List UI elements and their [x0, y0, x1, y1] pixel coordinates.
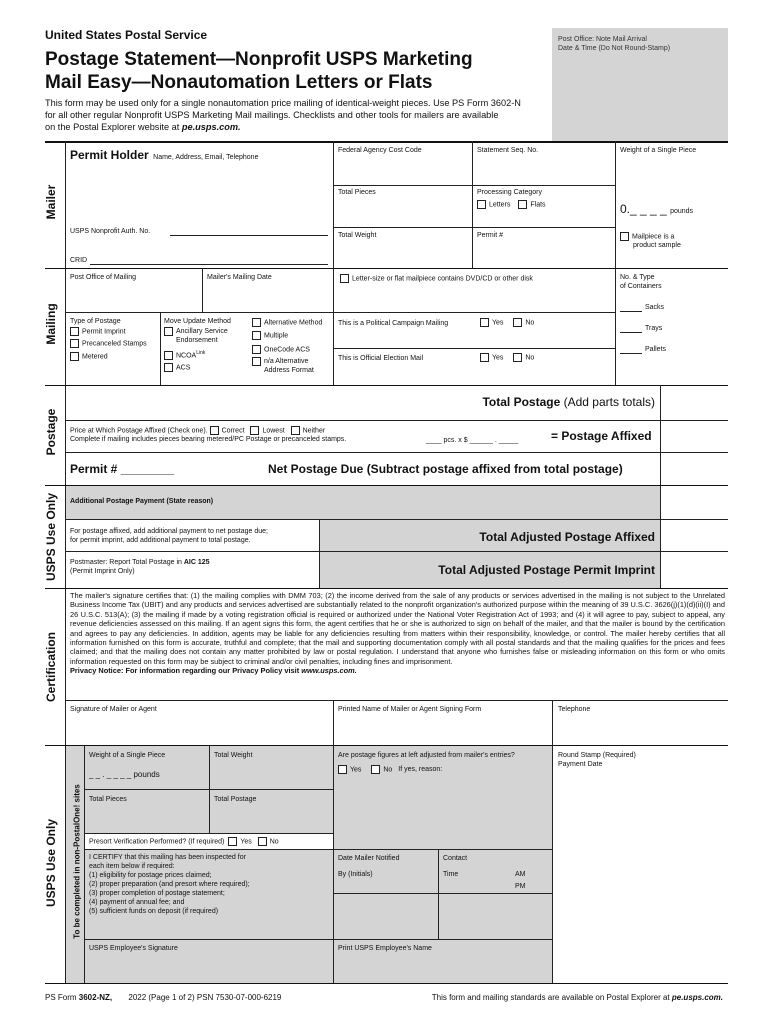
correct-checkbox[interactable]	[210, 426, 219, 435]
post-office-stamp-area[interactable]: Post Office: Note Mail Arrival Date & Time (Do Not Round-Stamp)	[552, 28, 728, 141]
alt-method-checkbox[interactable]	[252, 318, 261, 327]
lowest-checkbox[interactable]	[250, 426, 259, 435]
multiple-checkbox[interactable]	[252, 331, 261, 340]
postmaster-note: Postmaster: Report Total Postage in AIC 125 (Permit Imprint Only)	[70, 559, 210, 575]
na-alt-checkbox[interactable]	[252, 357, 261, 366]
dvd-checkbox[interactable]	[340, 274, 349, 283]
usps-weight-single-label: Weight of a Single Piece	[89, 752, 166, 759]
permit-no-label: Permit #	[477, 232, 504, 239]
contact-label: Contact	[443, 855, 468, 862]
dvd-option: Letter-size or flat mailpiece contains DVD/CD or other disk	[340, 274, 533, 283]
political-label: This is a Political Campaign Mailing	[338, 320, 449, 327]
footer-availability: This form and mailing standards are available on Postal Explorer at pe.usps.com.	[431, 993, 723, 1002]
acs-checkbox[interactable]	[164, 363, 173, 372]
total-adj-affixed-label: Total Adjusted Postage Affixed	[479, 530, 655, 544]
adjusted-no-checkbox[interactable]	[371, 765, 380, 774]
precanceled-checkbox[interactable]	[70, 339, 79, 348]
official-election-label: This is Official Election Mail	[338, 355, 424, 362]
permit-imprint-checkbox[interactable]	[70, 327, 79, 336]
page-title	[45, 48, 473, 94]
adjusted-options: Yes No If yes, reason:	[338, 765, 442, 774]
fed-agency-label: Federal Agency Cost Code	[338, 147, 422, 154]
onecode-checkbox[interactable]	[252, 345, 261, 354]
net-postage-due-label: Net Postage Due (Subtract postage affixed from total postage)	[268, 462, 623, 476]
usps-total-postage-label: Total Postage	[214, 796, 257, 803]
usps-weight-single-field[interactable]: _ _ . _ _ _ _ pounds	[89, 770, 160, 779]
flats-checkbox[interactable]	[518, 200, 527, 209]
nonprofit-auth-label: USPS Nonprofit Auth. No.	[70, 228, 151, 235]
time-label: Time	[443, 871, 459, 878]
type-of-postage-group: Type of Postage Permit Imprint Precanceled Stamps Metered	[70, 318, 147, 361]
pallets-field[interactable]	[620, 353, 642, 354]
total-postage-label: Total Postage (Add parts totals)	[482, 395, 655, 409]
employee-name-label: Print USPS Employee's Name	[338, 945, 432, 952]
certification-text: The mailer's signature certifies that: (1) the mailing complies with DMM 703; (2) the income derived from the sale of any products or services advertised in the mailing is not subject to the Unrelated Business Income Tax (UBIT) and any products and services advertised are substantially related to the nonprofit organization's authorized purpose within the meaning of 39 U.S.C. 3626(j)(1)(d)(ii)(I) and 26 U.S.C. 513(A); (3) the mailing if made by a voting registration official is required or authorized under the National Voter Registration Act of 1993; and (4) it will agree to pay, subject to appeal, any revenue deficiencies assessed on this mailing. If an agent signs this form, the agent certifies that he or she is authorized to sign on behalf of the mailer, and that the mailer is bound by the certification and agrees to pay any deficiencies. In addition, agents may be liable for any deficiencies resulting from matters within their responsibility, knowledge, or control. The mailer hereby certifies that all information furnished on this form is accurate, truthful and complete; that the mail and supporting documentation comply with all postal standards and that the mailing qualifies for the prices and fees claimed; and that the mailing does not contain any matter prohibited by law or postal regulation. I understand that anyone who furnishes false or misleading information on this form or who omits information requested on this form may be subject to criminal and/or civil penalties, including fines and imprisonment. Privacy Notice: For information regarding our Privacy Policy visit www.usps.com.	[70, 591, 725, 676]
privacy-link[interactable]: www.usps.com.	[301, 666, 357, 676]
by-initials-label: By (Initials)	[338, 871, 373, 878]
permit-holder-label: Permit Holder Name, Address, Email, Telephone	[70, 148, 259, 162]
sacks-field[interactable]	[620, 311, 642, 312]
presort-group: Presort Verification Performed? (If required) Yes No	[89, 838, 279, 846]
pe-usps-link[interactable]: pe.usps.com.	[181, 122, 241, 132]
adjusted-yes-checkbox[interactable]	[338, 765, 347, 774]
total-adj-imprint-label: Total Adjusted Postage Permit Imprint	[438, 563, 655, 577]
presort-yes-checkbox[interactable]	[228, 837, 237, 846]
weight-single-label: Weight of a Single Piece	[620, 147, 697, 154]
product-sample-checkbox[interactable]	[620, 232, 629, 241]
processing-category-label: Processing Category	[477, 189, 542, 196]
postage-affixed-label: = Postage Affixed	[551, 429, 652, 443]
official-no-checkbox[interactable]	[513, 353, 522, 362]
pallets-label: Pallets	[645, 346, 667, 353]
move-update-group-2: Alternative Method Multiple OneCode ACS n/a Alternative Address Format	[252, 318, 322, 375]
affixed-note: For postage affixed, add additional payment to net postage due; for permit imprint, add additional payment to total postage.	[70, 528, 268, 544]
move-update-group: Move Update Method Ancillary Service Endorsement $NCOA^{Link}$ ACS	[164, 318, 231, 372]
weight-single-field[interactable]: 0._ _ _ _ pounds	[620, 202, 694, 216]
trays-field[interactable]	[620, 332, 642, 333]
letters-checkbox[interactable]	[477, 200, 486, 209]
title-line-1: Postage Statement—Nonprofit USPS Marketing	[45, 49, 473, 70]
intro-text: This form may be used only for a single nonautomation price mailing of identical-weight pieces. Use PS Form 3602-N for all other regular Nonprofit USPS Marketing Mail mailings. Checklists and other tools for mailers are available on the Postal Explorer website at pe.usps.com.	[45, 98, 521, 132]
po-of-mailing-label: Post Office of Mailing	[70, 274, 137, 281]
metered-checkbox[interactable]	[70, 352, 79, 361]
adjusted-question: Are postage figures at left adjusted from mailer's entries?	[338, 752, 515, 759]
non-postalone-label: To be completed in non-PostalOne! sites	[72, 784, 82, 939]
official-yes-checkbox[interactable]	[480, 353, 489, 362]
containers-label: No. & Type of Containers	[620, 274, 662, 290]
section-label-usps-use-only-2: USPS Use Only	[44, 818, 58, 908]
trays-label: Trays	[645, 325, 663, 332]
certify-list: I CERTIFY that this mailing has been inspected for each item below if required: (1) eligibility for postage prices claimed; (2) proper preparation (and presort where required); (3) proper completion of postage statement; (4) payment of annual fee; and (5) sufficient funds on deposit (if required)	[89, 854, 250, 915]
sacks-label: Sacks	[645, 304, 665, 311]
usps-total-pieces-label: Total Pieces	[89, 796, 127, 803]
price-affixed-group: Price at Which Postage Affixed (Check one). Correct Lowest Neither Complete if mailing includes pieces bearing metered/PC Postage or precanceled stamps.	[70, 427, 347, 444]
ancillary-checkbox[interactable]	[164, 327, 173, 336]
crid-label: CRID	[70, 257, 88, 264]
usps-total-weight-label: Total Weight	[214, 752, 253, 759]
crid-field[interactable]	[90, 264, 328, 265]
total-weight-label: Total Weight	[338, 232, 377, 239]
section-label-certification: Certification	[44, 632, 58, 703]
agency-name: United States Postal Service	[45, 28, 208, 42]
statement-seq-label: Statement Seq. No.	[477, 147, 539, 154]
pm-label: PM	[515, 883, 526, 890]
neither-checkbox[interactable]	[291, 426, 300, 435]
form-number: PS Form 3602-NZ, 2022 (Page 1 of 2) PSN 7530-07-000-6219	[45, 993, 282, 1002]
telephone-label: Telephone	[558, 706, 591, 713]
section-label-mailing: Mailing	[44, 303, 58, 345]
political-yes-checkbox[interactable]	[480, 318, 489, 327]
am-label: AM	[515, 871, 526, 878]
permit-hash-label: Permit # ________	[70, 462, 175, 476]
product-sample-option: Mailpiece is a product sample	[620, 232, 681, 250]
total-pieces-label: Total Pieces	[338, 189, 376, 196]
nonprofit-auth-field[interactable]	[170, 235, 328, 236]
category-options: Letters Flats	[477, 200, 546, 209]
ncoa-checkbox[interactable]	[164, 351, 173, 360]
printed-name-label: Printed Name of Mailer or Agent Signing Form	[338, 706, 482, 713]
political-options: Yes No	[480, 318, 534, 327]
footer-pe-link[interactable]: pe.usps.com.	[671, 993, 723, 1002]
round-stamp-label: Round Stamp (Required) Payment Date	[558, 752, 636, 768]
section-label-mailer: Mailer	[44, 184, 58, 220]
section-label-usps-use-only: USPS Use Only	[44, 492, 58, 582]
employee-signature-label: USPS Employee's Signature	[89, 945, 178, 952]
title-line-2: Mail Easy—Nonautomation Letters or Flats	[45, 72, 433, 93]
section-label-postage: Postage	[44, 408, 58, 456]
presort-no-checkbox[interactable]	[258, 837, 267, 846]
date-notified-label: Date Mailer Notified	[338, 855, 400, 862]
mailers-date-label: Mailer's Mailing Date	[207, 274, 272, 281]
additional-payment-label: Additional Postage Payment (State reason)	[70, 498, 214, 505]
pcs-formula[interactable]: ____ pcs. x $ ______ . _____	[426, 437, 519, 444]
signature-label: Signature of Mailer or Agent	[70, 706, 157, 713]
official-options: Yes No	[480, 353, 534, 362]
political-no-checkbox[interactable]	[513, 318, 522, 327]
